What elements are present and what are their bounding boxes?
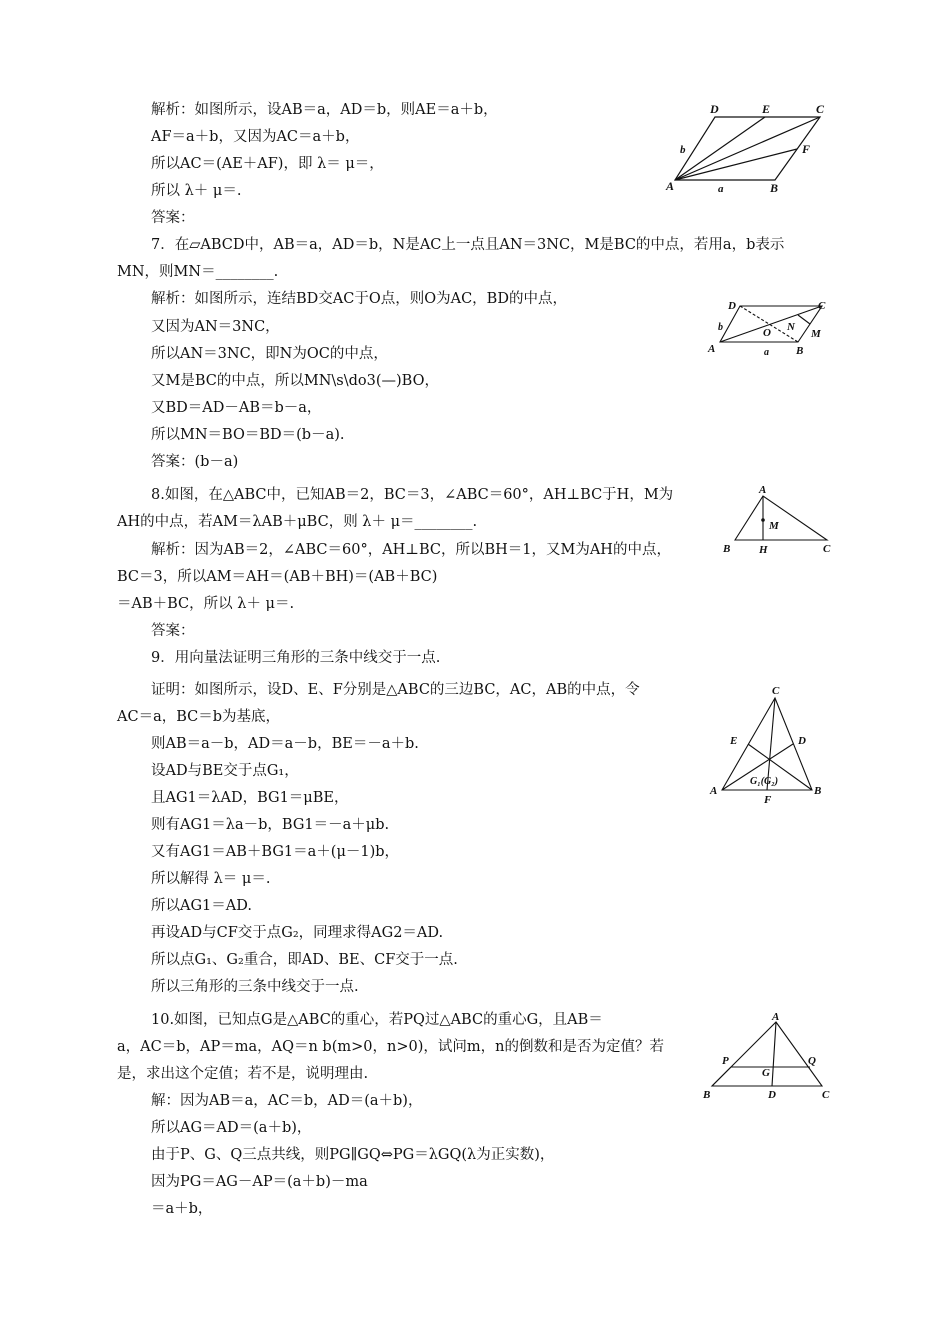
triangle-centroid-figure (700, 1010, 840, 1105)
text-line: MN，则MN＝________. (117, 264, 279, 280)
text-line: a，AC＝b，AP＝ma，AQ＝n b(m>0，n>0)，试问m，n的倒数和是否为定值？若 (117, 1039, 664, 1055)
fig1-label: A (666, 179, 675, 193)
fig5-label: B (703, 1089, 711, 1101)
fig4-label: G₁(G₂) (750, 776, 779, 787)
triangle-altitude-figure (715, 482, 840, 557)
text-line: 答案：(b－a) (151, 454, 239, 470)
fig2-label: b (718, 322, 723, 333)
text-line: 又因为AN＝3NC， (151, 319, 280, 335)
text-line: 又BD＝AD－AB＝b－a， (151, 400, 322, 416)
fig2-label: O (763, 327, 771, 339)
problem-9: 9．用向量法证明三角形的三条中线交于一点. (151, 650, 441, 666)
fig1-label: C (816, 102, 825, 116)
text-line: 证明：如图所示，设D、E、F分别是△ABC的三边BC，AC，AB的中点，令 (151, 682, 640, 698)
fig5-label: D (768, 1089, 776, 1101)
fig5-label: Q (808, 1055, 816, 1067)
text-line: 答案： (151, 210, 195, 226)
fig4-label: B (814, 785, 822, 797)
text-line: 解析：因为AB＝2，∠ABC＝60°，AH⊥BC，所以BH＝1，又M为AH的中点， (151, 542, 671, 558)
fig3-label: H (759, 544, 768, 556)
text-line: 解析：如图所示，设AB＝a，AD＝b，则AE＝a＋b， (151, 102, 498, 118)
fig3-label: A (759, 484, 767, 496)
fig1-label: b (680, 144, 686, 156)
text-line: 所以三角形的三条中线交于一点. (151, 979, 359, 995)
text-line: 所以AN＝3NC，即N为OC的中点， (151, 346, 388, 362)
fig2-label: A (708, 343, 716, 355)
fig2-label: C (818, 300, 826, 312)
text-line: 所以AG＝AD＝(a＋b)， (151, 1120, 312, 1136)
fig4-label: C (772, 685, 780, 697)
fig5-label: C (822, 1089, 830, 1101)
text-line: AC＝a，BC＝b为基底， (117, 709, 281, 725)
fig5-label: A (772, 1011, 780, 1023)
fig1-label: E (762, 102, 771, 116)
text-line: 是，求出这个定值；若不是，说明理由. (117, 1066, 369, 1082)
fig1-label: D (710, 102, 719, 116)
text-line: AH的中点，若AM＝λAB＋μBC，则 λ＋ μ＝________. (117, 514, 478, 530)
text-line: 所以MN＝BO＝BD＝(b－a). (151, 427, 345, 443)
text-line: 所以 λ＋ μ＝. (151, 183, 242, 199)
text-line: 则AB＝a－b，AD＝a－b，BE＝－a＋b. (151, 736, 419, 752)
triangle-medians-figure (700, 680, 835, 810)
text-line: 且AG1＝λAD，BG1＝μBE， (151, 790, 349, 806)
fig5-label: G (762, 1067, 770, 1079)
problem-8: 8.如图，在△ABC中，已知AB＝2，BC＝3，∠ABC＝60°，AH⊥BC于H，M为 (151, 487, 674, 503)
text-line: 再设AD与CF交于点G₂，同理求得AG2＝AD. (151, 925, 444, 941)
fig3-label: B (723, 543, 731, 555)
text-line: 解析：如图所示，连结BD交AC于O点，则O为AC，BD的中点， (151, 291, 567, 307)
text-line: AF＝a＋b，又因为AC＝a＋b， (151, 129, 360, 145)
text-line: 所以点G₁、G₂重合，即AD、BE、CF交于一点. (151, 952, 458, 968)
parallelogram-figure-1 (660, 95, 840, 195)
text-line: BC＝3，所以AM＝AH＝(AB＋BH)＝(AB＋BC) (117, 569, 438, 585)
fig2-label: N (787, 321, 795, 333)
text-line: 解：因为AB＝a，AC＝b，AD＝(a＋b)， (151, 1093, 423, 1109)
fig4-label: A (710, 785, 718, 797)
text-line: 所以解得 λ＝ μ＝. (151, 871, 271, 887)
text-line: ＝AB＋BC，所以 λ＋ μ＝. (117, 596, 295, 612)
text-line: 所以AC＝(AE＋AF)，即 λ＝ μ＝， (151, 156, 384, 172)
problem-7: 7．在▱ABCD中，AB＝a，AD＝b，N是AC上一点且AN＝3NC，M是BC的中点，若用a，b表示 (151, 237, 785, 253)
text-line: 则有AG1＝λa－b，BG1＝－a＋μb. (151, 817, 390, 833)
text-line: 设AD与BE交于点G₁， (151, 763, 299, 779)
fig3-label: M (769, 520, 779, 532)
fig2-label: B (796, 345, 804, 357)
fig2-label: D (728, 300, 736, 312)
text-line: 又M是BC的中点，所以MN\s\do3(—)BO， (151, 373, 439, 389)
fig1-label: B (770, 181, 779, 195)
text-line: 答案： (151, 623, 195, 639)
fig1-label: a (718, 183, 724, 195)
fig1-label: F (802, 142, 811, 156)
fig4-label: E (730, 735, 738, 747)
text-line: 由于P、G、Q三点共线，则PG∥GQ⇔PG＝λGQ(λ为正实数)， (151, 1147, 555, 1163)
problem-10: 10.如图，已知点G是△ABC的重心，若PQ过△ABC的重心G，且AB＝ (151, 1012, 603, 1028)
text-line: 因为PG＝AG－AP＝(a＋b)－ma (151, 1174, 368, 1190)
fig3-label: C (823, 543, 831, 555)
fig2-label: M (811, 328, 821, 340)
fig5-label: P (722, 1055, 729, 1067)
fig4-label: D (798, 735, 806, 747)
fig2-label: a (764, 347, 769, 358)
text-line: 又有AG1＝AB＋BG1＝a＋(μ－1)b， (151, 844, 400, 860)
text-line: ＝a＋b， (151, 1201, 213, 1217)
fig4-label: F (764, 794, 772, 806)
parallelogram-figure-2 (700, 292, 840, 362)
text-line: 所以AG1＝AD. (151, 898, 252, 914)
